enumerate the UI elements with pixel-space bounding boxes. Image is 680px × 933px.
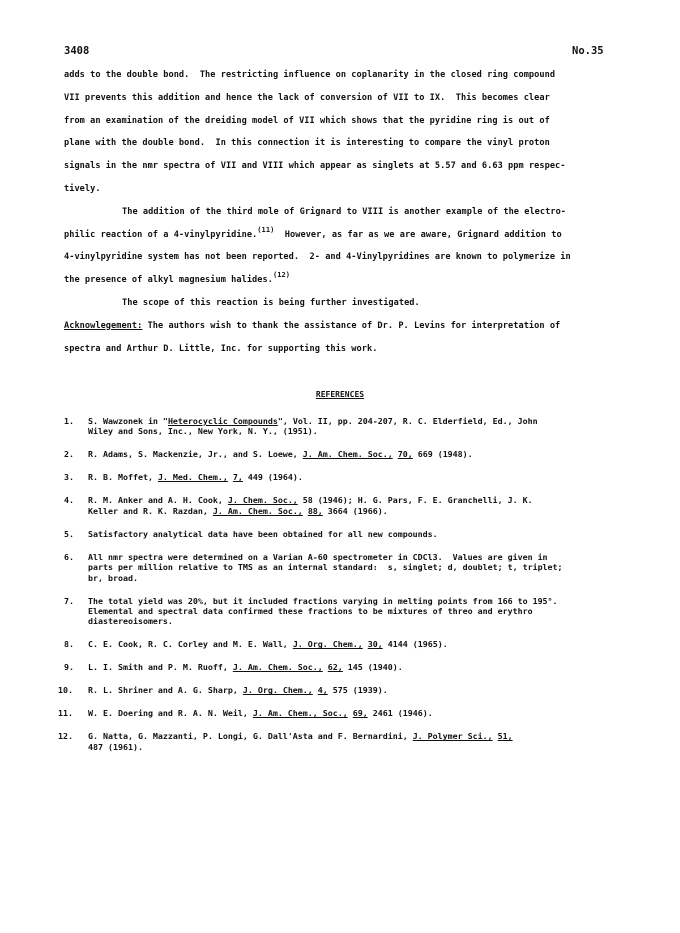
reference-item [64, 662, 624, 672]
body-line: philic reaction of a 4-vinylpyridine.$^{(11)}$ However, as far as we are aware, Grignard addition to [64, 225, 562, 240]
citation-underlined: J. Am. Chem. Soc., [302, 449, 393, 460]
reference-text [88, 552, 624, 583]
citation-underlined: 88, [307, 505, 323, 516]
body-line: tively. [64, 183, 101, 194]
reference-line [88, 416, 624, 426]
reference-line [88, 708, 624, 718]
citation-text: W. E. Doering and R. A. N. Weil, [88, 708, 253, 719]
citation-text: S. Wawzonek in " [88, 416, 168, 426]
body-line: 4-vinylpyridine system has not been reported. 2- and 4-Vinylpyridines are known to polymerize in [64, 252, 571, 263]
reference-line [88, 562, 624, 572]
reference-text [88, 495, 624, 516]
citation-underlined: J. Am. Chem., Soc., [252, 708, 348, 719]
citation-text: 669 (1948). [412, 449, 473, 460]
reference-line [88, 573, 624, 583]
reference-item [64, 416, 624, 437]
citation-text: The total yield was 20%, but it included fractions varying in melting points from 166 to 195°. [88, 595, 558, 606]
reference-line [88, 662, 624, 672]
citation-underlined: J. Med. Chem., [157, 472, 228, 483]
citation-superscript: (11) [257, 225, 275, 234]
reference-list [58, 416, 624, 765]
reference-line [88, 685, 624, 695]
citation-text: All nmr spectra were determined on a Varian A-60 spectrometer in CDCl3. Values are given in [88, 551, 548, 562]
references-heading: REFERENCES [315, 390, 365, 399]
citation-underlined: J. Am. Chem. Soc., [232, 662, 323, 673]
acknowledgement-label: Acknowlegement: [64, 320, 143, 331]
reference-text [88, 731, 624, 752]
reference-line [88, 495, 624, 505]
reference-number: 2. [64, 449, 74, 460]
reference-text [88, 662, 624, 672]
citation-text: Elemental and spectral data confirmed these fractions to be mixtures of threo and erythro [88, 606, 533, 617]
paragraph-start: The addition of the third mole of Grignard to VIII is another example of the electro- [122, 206, 567, 217]
reference-item [64, 552, 624, 583]
citation-underlined: 4, [317, 685, 328, 696]
citation-underlined: J. Am. Chem. Soc., [212, 505, 303, 516]
reference-line [88, 506, 624, 516]
body-line: adds to the double bond. The restricting influence on coplanarity in the closed ring compound [64, 70, 556, 80]
citation-text: parts per million relative to TMS as an internal standard: s, singlet; d, doublet; t, triplet; [88, 562, 563, 573]
citation-text: 58 (1946); H. G. Pars, F. E. Granchelli, J. K. [297, 495, 533, 506]
reference-number: 12. [58, 731, 73, 742]
citation-underlined: 7, [232, 472, 243, 483]
body-line: the presence of alkyl magnesium halides.$^{(12)}$ [64, 271, 291, 286]
reference-line [88, 529, 624, 539]
reference-line [88, 606, 624, 616]
reference-text [88, 449, 624, 459]
citation-text: 2461 (1946). [367, 708, 433, 719]
reference-line [88, 552, 624, 562]
reference-number: 8. [64, 639, 74, 650]
citation-text: 4144 (1965). [382, 639, 448, 650]
citation-underlined: 62, [327, 662, 343, 673]
reference-item [58, 731, 624, 752]
reference-line [88, 426, 624, 436]
reference-line [88, 639, 624, 649]
reference-text [88, 596, 624, 627]
citation-text: 3664 (1966). [322, 505, 388, 516]
citation-text: 487 (1961). [88, 741, 143, 752]
reference-item [64, 449, 624, 459]
citation-text: R. B. Moffet, [88, 472, 158, 483]
reference-text [88, 472, 624, 482]
body-line: signals in the nmr spectra of VII and VIII which appear as singlets at 5.57 and 6.63 ppm respec- [64, 161, 566, 172]
reference-item [64, 596, 624, 627]
reference-number: 1. [64, 416, 74, 426]
citation-text: 145 (1940). [342, 662, 403, 673]
reference-number: 7. [64, 595, 74, 606]
citation-text: br, broad. [88, 572, 138, 583]
citation-text: Wiley and Sons, Inc., New York, N. Y., (1951). [88, 426, 318, 437]
citation-text: R. M. Anker and A. H. Cook, [88, 495, 228, 506]
reference-number: 9. [64, 662, 74, 673]
citation-text: Satisfactory analytical data have been obtained for all new compounds. [88, 528, 438, 539]
reference-text [88, 685, 624, 695]
reference-item [64, 495, 624, 516]
reference-item [64, 529, 624, 539]
citation-text: 449 (1964). [242, 472, 303, 483]
reference-text [88, 708, 624, 718]
citation-text: R. Adams, S. Mackenzie, Jr., and S. Loewe, [88, 449, 303, 460]
reference-number: 3. [64, 472, 74, 483]
body-line: spectra and Arthur D. Little, Inc. for supporting this work. [64, 343, 378, 354]
paragraph-start: The scope of this reaction is being further investigated. [122, 297, 420, 308]
reference-line [88, 616, 624, 626]
reference-number: 6. [64, 551, 74, 562]
reference-line [88, 472, 624, 482]
reference-number: 4. [64, 495, 74, 506]
issue-number: No.35 [572, 45, 604, 57]
citation-underlined: 69, [352, 708, 368, 719]
citation-underlined: J. Org. Chem., [292, 639, 363, 650]
reference-number: 11. [58, 708, 73, 719]
citation-text: R. L. Shriner and A. G. Sharp, [88, 685, 243, 696]
reference-line [88, 596, 624, 606]
citation-text: diastereoisomers. [88, 616, 173, 627]
citation-underlined: Heterocyclic Compounds [167, 416, 278, 426]
citation-underlined: 70, [397, 449, 413, 460]
citation-text: L. I. Smith and P. M. Ruoff, [88, 662, 233, 673]
reference-text [88, 416, 624, 437]
reference-line [88, 731, 624, 741]
reference-item [58, 685, 624, 696]
citation-underlined: J. Org. Chem., [242, 685, 313, 696]
body-line: from an examination of the dreiding model of VII which shows that the pyridine ring is out of [64, 115, 550, 126]
reference-item [64, 639, 624, 649]
citation-text: G. Natta, G. Mazzanti, P. Longi, G. Dall'Asta and F. Bernardini, [88, 731, 413, 742]
reference-line [88, 742, 624, 752]
citation-text: C. E. Cook, R. C. Corley and M. E. Wall, [88, 639, 293, 650]
citation-text: 575 (1939). [327, 685, 388, 696]
body-text [64, 70, 624, 366]
reference-text [88, 639, 624, 649]
citation-underlined: J. Polymer Sci., [412, 731, 493, 742]
reference-line [88, 449, 624, 459]
body-line: VII prevents this addition and hence the lack of conversion of VII to IX. This becomes clear [64, 92, 550, 103]
citation-underlined: 51, [497, 731, 513, 742]
citation-underlined: J. Chem. Soc., [227, 495, 298, 506]
reference-item [64, 472, 624, 482]
body-line: plane with the double bond. In this connection it is interesting to compare the vinyl proton [64, 138, 550, 149]
reference-number: 10. [58, 685, 73, 696]
reference-item [58, 708, 624, 719]
citation-text: Keller and R. K. Razdan, [88, 505, 213, 516]
reference-text [88, 529, 624, 539]
citation-underlined: 30, [367, 639, 383, 650]
citation-text: ", Vol. II, pp. 204-207, R. C. Elderfield, Ed., John [277, 416, 538, 426]
citation-superscript: (12) [272, 271, 291, 280]
page-number: 3408 [64, 45, 90, 57]
acknowledgement: Acknowlegement: The authors wish to thank the assistance of Dr. P. Levins for interpretation of [64, 320, 561, 331]
reference-number: 5. [64, 528, 74, 539]
